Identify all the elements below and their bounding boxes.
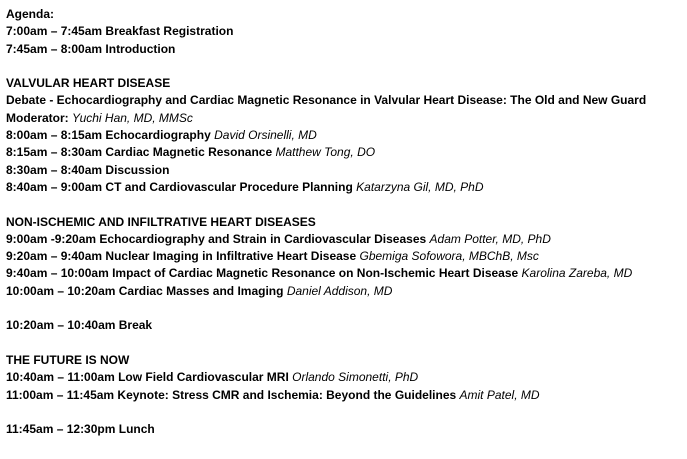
agenda-document xyxy=(6,6,687,438)
agenda-item-lunch xyxy=(6,421,687,438)
agenda-item-title: 9:00am -9:20am Echocardiography and Strain in Cardiovascular Diseases xyxy=(6,231,427,246)
spacer xyxy=(6,58,687,75)
speaker-name: Matthew Tong, DO xyxy=(275,145,376,160)
spacer xyxy=(6,300,687,317)
agenda-item-title: 7:45am – 8:00am Introduction xyxy=(6,41,176,56)
agenda-item-title: 7:00am – 7:45am Breakfast Registration xyxy=(6,24,234,39)
agenda-item-title: 9:20am – 9:40am Nuclear Imaging in Infiltrative Heart Disease xyxy=(6,249,357,264)
speaker-name: Katarzyna Gil, MD, PhD xyxy=(356,179,484,194)
agenda-item-title: 8:40am – 9:00am CT and Cardiovascular Procedure Planning xyxy=(6,179,353,194)
moderator-name: Yuchi Han, MD, MMSc xyxy=(72,110,193,125)
agenda-item xyxy=(6,265,687,282)
agenda-item-title: 10:00am – 10:20am Cardiac Masses and Imaging xyxy=(6,283,284,298)
agenda-item-title: 10:40am – 11:00am Low Field Cardiovascular MRI xyxy=(6,370,289,385)
moderator-label: Moderator: xyxy=(6,110,69,125)
agenda-item-title: 11:45am – 12:30pm Lunch xyxy=(6,422,155,437)
agenda-item xyxy=(6,248,687,265)
speaker-name: David Orsinelli, MD xyxy=(214,128,317,143)
spacer xyxy=(6,404,687,421)
agenda-item-title: 8:00am – 8:15am Echocardiography xyxy=(6,128,211,143)
agenda-item xyxy=(6,283,687,300)
agenda-item xyxy=(6,23,687,40)
speaker-name: Adam Potter, MD, PhD xyxy=(429,231,551,246)
agenda-label: Agenda: xyxy=(6,7,54,21)
agenda-item xyxy=(6,369,687,386)
agenda-item xyxy=(6,41,687,58)
speaker-name: Amit Patel, MD xyxy=(459,387,540,402)
agenda-item xyxy=(6,162,687,179)
agenda-item xyxy=(6,387,687,404)
section-heading-valvular: VALVULAR HEART DISEASE xyxy=(6,76,171,91)
agenda-item xyxy=(6,144,687,161)
speaker-name: Gbemiga Sofowora, MBChB, Msc xyxy=(359,249,539,264)
speaker-name: Daniel Addison, MD xyxy=(286,283,393,298)
speaker-name: Orlando Simonetti, PhD xyxy=(292,370,419,385)
section-heading-future: THE FUTURE IS NOW xyxy=(6,352,130,367)
moderator-line xyxy=(6,110,687,127)
agenda-item-break xyxy=(6,317,687,334)
section-heading-nonischemic: NON-ISCHEMIC AND INFILTRATIVE HEART DISEASES xyxy=(6,214,316,229)
spacer xyxy=(6,196,687,213)
agenda-item xyxy=(6,231,687,248)
speaker-name: Karolina Zareba, MD xyxy=(521,266,633,281)
spacer xyxy=(6,335,687,352)
agenda-item xyxy=(6,179,687,196)
agenda-item-title: 11:00am – 11:45am Keynote: Stress CMR and Ischemia: Beyond the Guidelines xyxy=(6,387,457,402)
agenda-item-title: 8:30am – 8:40am Discussion xyxy=(6,162,170,177)
agenda-item-title: 10:20am – 10:40am Break xyxy=(6,318,153,333)
debate-title: Debate - Echocardiography and Cardiac Magnetic Resonance in Valvular Heart Disease: The Old and New Guard xyxy=(6,93,647,108)
agenda-item-title: 9:40am – 10:00am Impact of Cardiac Magnetic Resonance on Non-Ischemic Heart Disease xyxy=(6,266,519,281)
agenda-item xyxy=(6,127,687,144)
agenda-item-title: 8:15am – 8:30am Cardiac Magnetic Resonance xyxy=(6,145,273,160)
